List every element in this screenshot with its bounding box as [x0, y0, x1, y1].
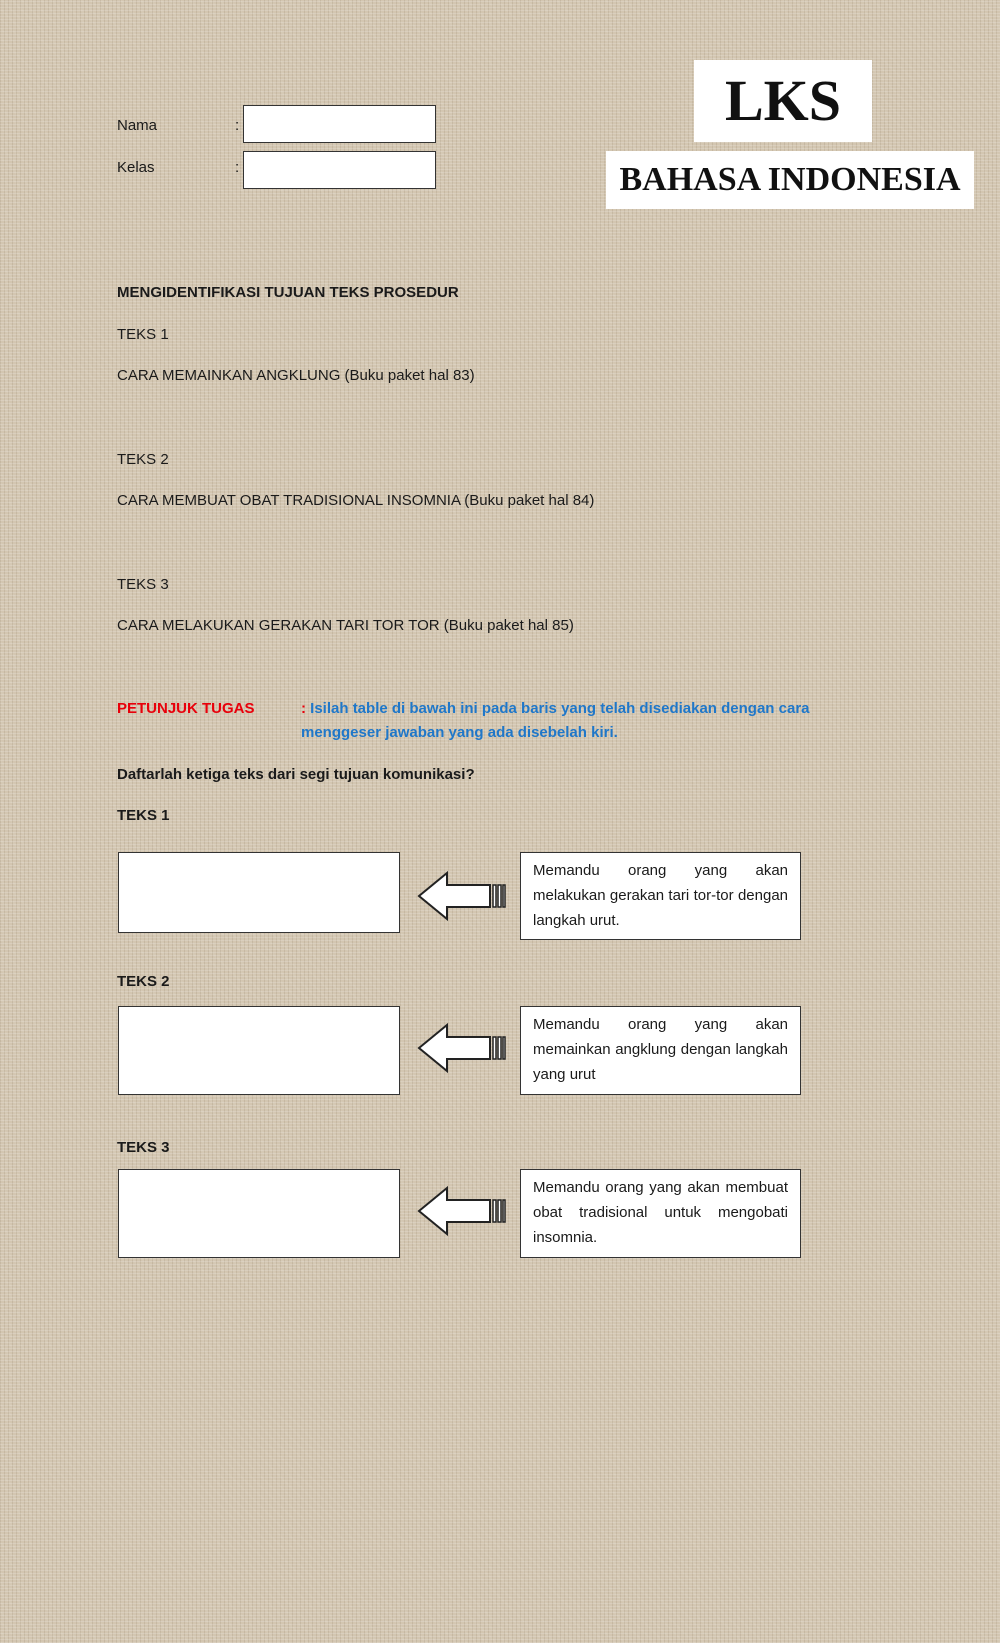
task-row-1-label: TEKS 1: [117, 807, 170, 824]
instructions-line-1: Isilah table di bawah ini pada baris yang telah disediakan dengan cara: [310, 700, 810, 717]
text-1-title: CARA MEMAINKAN ANGKLUNG (Buku paket hal 83): [117, 367, 475, 384]
task-row-3-label: TEKS 3: [117, 1139, 170, 1156]
answer-option-2[interactable]: Memandu orang yang akan memainkan angklung dengan langkah yang urut: [520, 1006, 801, 1095]
task-question: Daftarlah ketiga teks dari segi tujuan komunikasi?: [117, 766, 475, 783]
name-colon: :: [235, 117, 240, 134]
instructions-colon: :: [301, 700, 306, 717]
answer-option-1[interactable]: Memandu orang yang akan melakukan gerakan tari tor-tor dengan langkah urut.: [520, 852, 801, 940]
drop-zone-2[interactable]: [118, 1006, 400, 1095]
text-2-title: CARA MEMBUAT OBAT TRADISIONAL INSOMNIA (Buku paket hal 84): [117, 492, 595, 509]
text-3-label: TEKS 3: [117, 576, 169, 593]
instructions-text: [301, 697, 810, 745]
class-field[interactable]: [243, 151, 436, 189]
answer-option-3[interactable]: Memandu orang yang akan membuat obat tradisional untuk mengobati insomnia.: [520, 1169, 801, 1258]
title-sub: BAHASA INDONESIA: [606, 151, 974, 209]
drop-zone-3[interactable]: [118, 1169, 400, 1258]
text-2-label: TEKS 2: [117, 451, 169, 468]
text-1-label: TEKS 1: [117, 326, 169, 343]
section-heading: MENGIDENTIFIKASI TUJUAN TEKS PROSEDUR: [117, 284, 459, 301]
title-main: LKS: [694, 60, 872, 142]
drop-zone-1[interactable]: [118, 852, 400, 933]
left-arrow-icon: [417, 1023, 507, 1073]
instructions-line-2: menggeser jawaban yang ada disebelah kiri.: [301, 724, 618, 741]
name-field[interactable]: [243, 105, 436, 143]
left-arrow-icon: [417, 871, 507, 921]
name-label: Nama: [117, 117, 158, 134]
instructions-label: PETUNJUK TUGAS: [117, 700, 255, 717]
left-arrow-icon: [417, 1186, 507, 1236]
class-label: Kelas: [117, 159, 155, 176]
task-row-2-label: TEKS 2: [117, 973, 170, 990]
text-3-title: CARA MELAKUKAN GERAKAN TARI TOR TOR (Buku paket hal 85): [117, 617, 574, 634]
class-colon: :: [235, 159, 240, 176]
